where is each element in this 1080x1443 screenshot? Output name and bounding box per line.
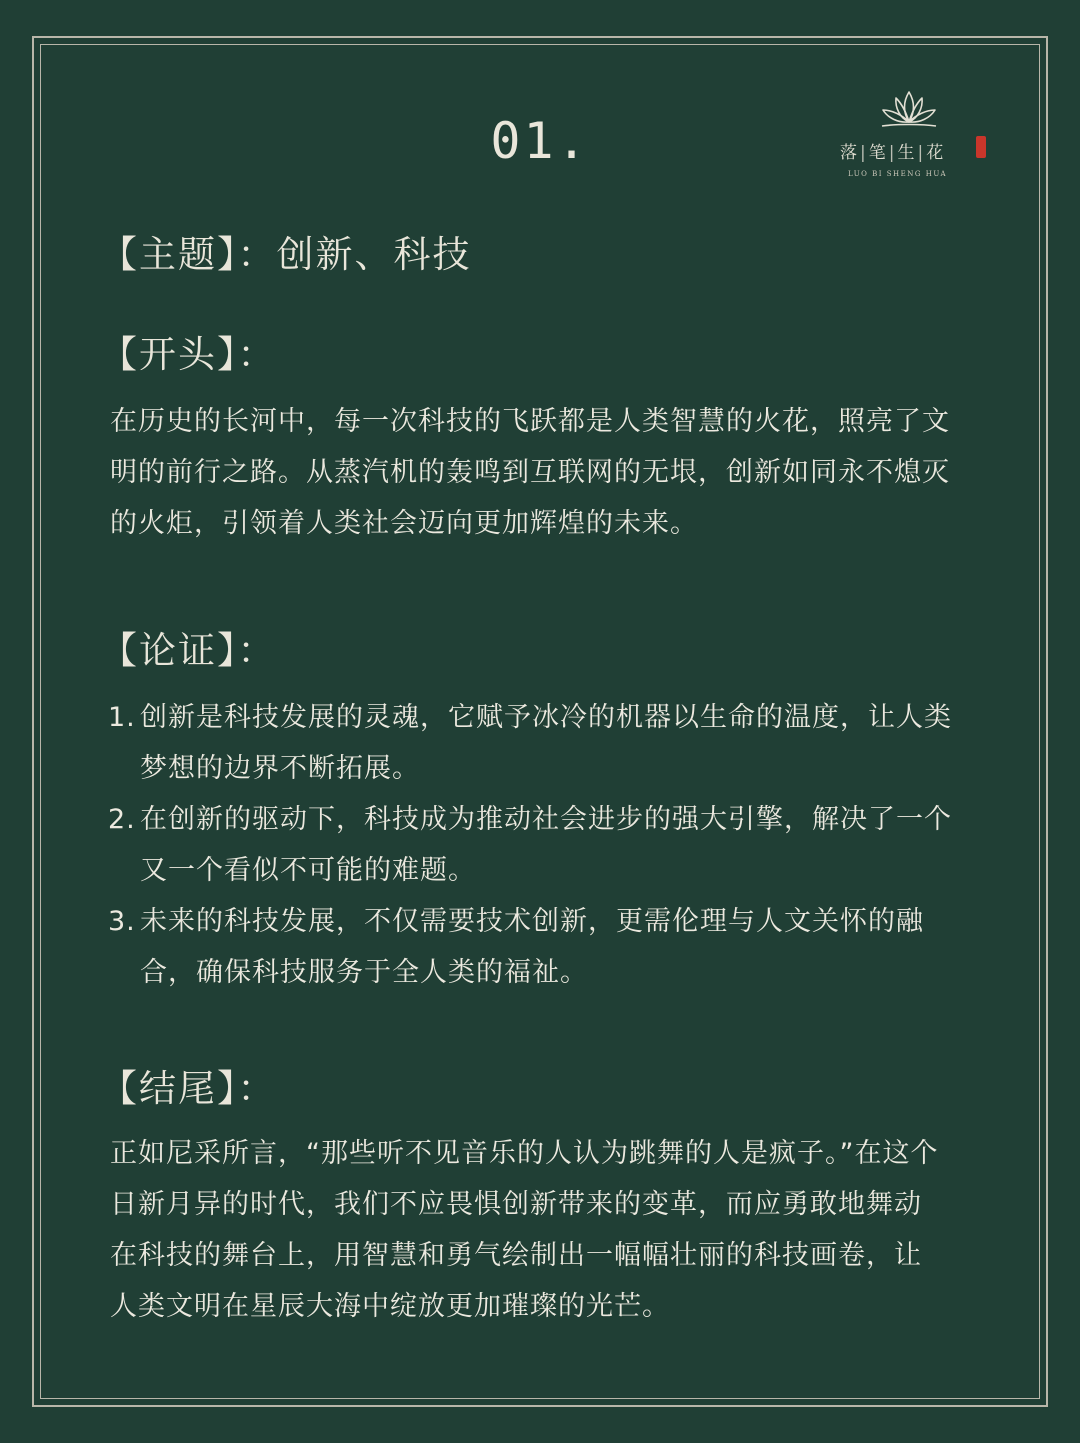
opening-paragraph: 在历史的长河中，每一次科技的飞跃都是人类智慧的火花，照亮了文明的前行之路。从蒸汽机的轰鸣到互联网的无垠，创新如同永不熄灭的火炬，引领着人类社会迈向更加辉煌的未来。 xyxy=(110,406,950,539)
list-number: 1. xyxy=(108,702,136,733)
logo-char: 笔 xyxy=(868,143,886,163)
ending-paragraph: 正如尼采所言，“那些听不见音乐的人认为跳舞的人是疯子。”在这个日新月异的时代，我们不应畏惧创新带来的变革，而应勇敢地舞动在科技的舞台上，用智慧和勇气绘制出一幅幅壮丽的科技画卷，让人类文明在星辰大海中绽放更加璀璨的光芒。 xyxy=(110,1138,939,1322)
logo-subtitle: LUO BI SHENG HUA xyxy=(848,170,948,178)
theme-heading: 【主题】：创新、科技 xyxy=(100,233,472,276)
red-seal-stamp xyxy=(976,136,986,158)
opening-heading: 【开头】： xyxy=(100,333,277,376)
list-text: 创新是科技发展的灵魂，它赋予冰冷的机器以生命的温度，让人类梦想的边界不断拓展。 xyxy=(140,702,952,784)
list-number: 2. xyxy=(108,804,136,835)
list-text: 在创新的驱动下，科技成为推动社会进步的强大引擎，解决了一个又一个看似不可能的难题。 xyxy=(140,804,952,886)
ending-heading: 【结尾】： xyxy=(100,1067,277,1110)
lotus-icon xyxy=(876,88,942,132)
argument-list xyxy=(108,692,970,998)
list-item xyxy=(108,896,970,998)
list-number: 3. xyxy=(108,906,136,937)
brand-logo xyxy=(840,86,990,186)
page-title: 01. xyxy=(490,112,590,170)
logo-char: 落 xyxy=(840,143,857,163)
logo-wordmark: 落 | 笔 | 生 | 花 xyxy=(840,143,944,163)
list-item xyxy=(108,692,970,794)
argument-heading: 【论证】： xyxy=(100,629,277,672)
list-item xyxy=(108,794,970,896)
logo-char: 花 xyxy=(926,143,944,163)
logo-char: 生 xyxy=(897,143,915,163)
list-text: 未来的科技发展，不仅需要技术创新，更需伦理与人文关怀的融合，确保科技服务于全人类的福祉。 xyxy=(140,906,924,988)
